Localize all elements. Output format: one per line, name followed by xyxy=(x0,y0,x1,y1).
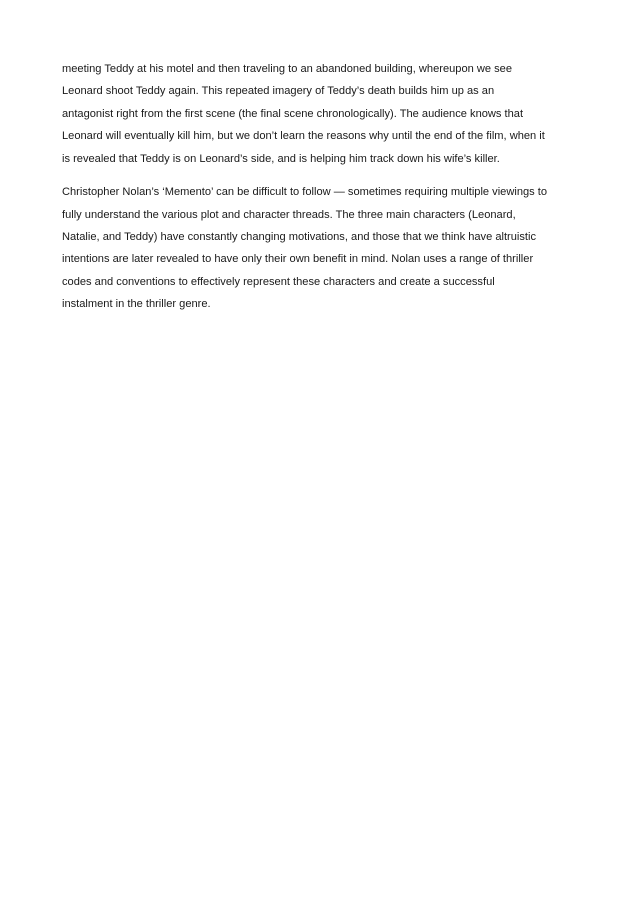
text-line: meeting Teddy at his motel and then traveling to an abandoned building, whereupon we see xyxy=(62,63,513,75)
text-line: intentions are later revealed to have only their own benefit in mind. Nolan uses a range of thriller xyxy=(62,253,534,266)
text-line: Leonard will eventually kill him, but we don’t learn the reasons why until the end of the film, when it xyxy=(62,130,545,143)
text-line: instalment in the thriller genre. xyxy=(62,298,211,311)
text-line: Natalie, and Teddy) have constantly changing motivations, and those that we think have altruistic xyxy=(62,230,537,243)
text-line: antagonist right from the first scene (the final scene chronologically). The audience knows that xyxy=(62,107,524,120)
text-line: Leonard shoot Teddy again. This repeated imagery of Teddy’s death builds him up as an xyxy=(62,85,495,98)
text-line: codes and conventions to effectively represent these characters and create a successful xyxy=(62,275,495,288)
text-line: fully understand the various plot and character threads. The three main characters (Leonard, xyxy=(62,208,516,221)
text-line: is revealed that Teddy is on Leonard’s side, and is helping him track down his wife’s killer. xyxy=(62,152,500,165)
paragraph xyxy=(62,181,582,315)
text-line: Christopher Nolan’s ‘Memento’ can be difficult to follow — sometimes requiring multiple viewings to xyxy=(62,186,548,199)
document-body xyxy=(62,58,582,315)
paragraph xyxy=(62,58,582,170)
